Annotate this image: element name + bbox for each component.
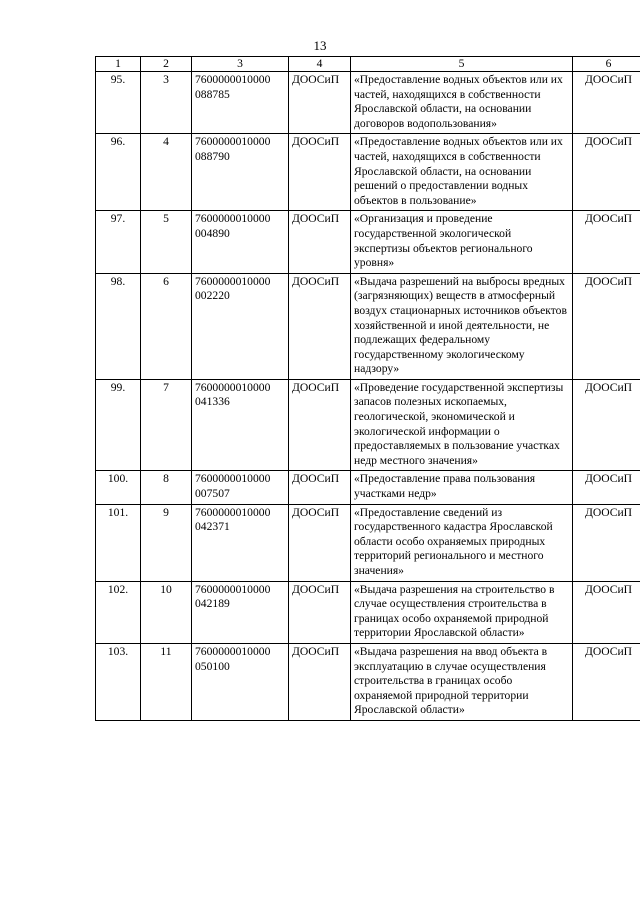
service-name: «Выдача разрешения на ввод объекта в эксплуатацию в случае осуществления строительства в границах особо охраняемой природной территории Ярославской области» [351, 643, 573, 720]
table-row [96, 643, 640, 720]
table-row [96, 379, 640, 471]
row-subnumber: 6 [141, 273, 192, 379]
organization: ДООСиП [289, 379, 351, 471]
service-name: «Предоставление водных объектов или их частей, находящихся в собственности Ярославской области, на основании решений о предоставлении водных объектов в пользование» [351, 134, 573, 211]
row-subnumber: 11 [141, 643, 192, 720]
header-col-5: 5 [351, 57, 573, 72]
table-row [96, 581, 640, 643]
header-col-2: 2 [141, 57, 192, 72]
service-code: 7600000010000 004890 [192, 211, 289, 273]
header-col-6: 6 [573, 57, 640, 72]
table-row [96, 273, 640, 379]
table-row [96, 134, 640, 211]
row-number: 101. [96, 504, 141, 581]
table-row [96, 72, 640, 134]
header-col-3: 3 [192, 57, 289, 72]
table-row [96, 471, 640, 504]
service-code: 7600000010000 088785 [192, 72, 289, 134]
row-subnumber: 4 [141, 134, 192, 211]
responsible: ДООСиП [573, 134, 640, 211]
service-name: «Предоставление права пользования участками недр» [351, 471, 573, 504]
row-number: 97. [96, 211, 141, 273]
table-row [96, 504, 640, 581]
row-number: 103. [96, 643, 141, 720]
organization: ДООСиП [289, 211, 351, 273]
organization: ДООСиП [289, 504, 351, 581]
organization: ДООСиП [289, 134, 351, 211]
service-code: 7600000010000 002220 [192, 273, 289, 379]
service-name: «Предоставление сведений из государственного кадастра Ярославской области особо охраняемых природных территорий регионального и местного значения» [351, 504, 573, 581]
row-number: 98. [96, 273, 141, 379]
responsible: ДООСиП [573, 273, 640, 379]
page-number: 13 [313, 38, 327, 53]
organization: ДООСиП [289, 643, 351, 720]
service-code: 7600000010000 007507 [192, 471, 289, 504]
header-col-1: 1 [96, 57, 141, 72]
responsible: ДООСиП [573, 504, 640, 581]
organization: ДООСиП [289, 471, 351, 504]
organization: ДООСиП [289, 273, 351, 379]
row-number: 100. [96, 471, 141, 504]
row-subnumber: 3 [141, 72, 192, 134]
service-name: «Организация и проведение государственной экологической экспертизы объектов регионального уровня» [351, 211, 573, 273]
row-number: 95. [96, 72, 141, 134]
row-subnumber: 5 [141, 211, 192, 273]
responsible: ДООСиП [573, 211, 640, 273]
service-code: 7600000010000 088790 [192, 134, 289, 211]
table-header-row [96, 57, 640, 72]
row-number: 99. [96, 379, 141, 471]
row-subnumber: 7 [141, 379, 192, 471]
row-number: 102. [96, 581, 141, 643]
row-subnumber: 9 [141, 504, 192, 581]
row-subnumber: 10 [141, 581, 192, 643]
service-name: «Предоставление водных объектов или их частей, находящихся в собственности Ярославской области, на основании договоров водопользования» [351, 72, 573, 134]
service-name: «Проведение государственной экспертизы запасов полезных ископаемых, геологической, экономической и экологической информации о предоставляемых в пользование участках недр местного значения» [351, 379, 573, 471]
responsible: ДООСиП [573, 581, 640, 643]
service-code: 7600000010000 042371 [192, 504, 289, 581]
row-number: 96. [96, 134, 141, 211]
row-subnumber: 8 [141, 471, 192, 504]
service-code: 7600000010000 050100 [192, 643, 289, 720]
organization: ДООСиП [289, 581, 351, 643]
service-name: «Выдача разрешения на строительство в случае осуществления строительства в границах особо охраняемой природной территории Ярославской области» [351, 581, 573, 643]
header-col-4: 4 [289, 57, 351, 72]
responsible: ДООСиП [573, 72, 640, 134]
organization: ДООСиП [289, 72, 351, 134]
service-code: 7600000010000 041336 [192, 379, 289, 471]
services-registry-table [95, 56, 640, 721]
service-code: 7600000010000 042189 [192, 581, 289, 643]
responsible: ДООСиП [573, 379, 640, 471]
service-name: «Выдача разрешений на выбросы вредных (загрязняющих) веществ в атмосферный воздух стационарных источников объектов хозяйственной и иной деятельности, не подлежащих федеральному государственному экологическому надзору» [351, 273, 573, 379]
responsible: ДООСиП [573, 643, 640, 720]
responsible: ДООСиП [573, 471, 640, 504]
table-row [96, 211, 640, 273]
